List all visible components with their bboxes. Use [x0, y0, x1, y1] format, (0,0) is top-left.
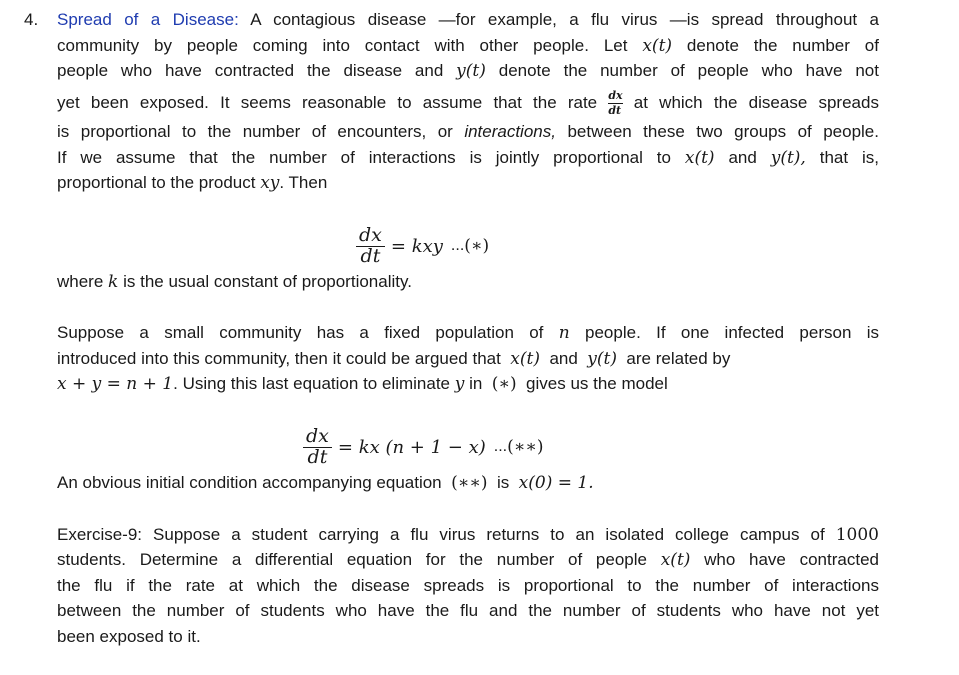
exercise-line-1: Exercise-9: Suppose a student carrying a flu virus returns to an isolated college campus of 1000: [57, 525, 879, 545]
exercise-line-2: students. Determine a differential equation for the number of people x(t) who have contracted: [57, 550, 879, 570]
exercise-line-5: been exposed to it.: [57, 627, 201, 646]
para2-line-2: introduced into this community, then it could be argued that x(t) and y(t) are related by: [57, 349, 731, 369]
initial-condition-line: An obvious initial condition accompanying equation (∗∗) is x(0) = 1.: [57, 473, 594, 493]
rate-fraction: $\frac{dx}{dt}$: [608, 89, 623, 118]
equation-2: $\frac{dx}{dt}$ = kx (n + 1 − x) ... (∗∗): [303, 422, 544, 472]
para2-line-3: x + y = n + 1. Using this last equation to eliminate y in (∗) gives us the model: [57, 374, 668, 394]
problem-line-1: Spread of a Disease: A contagious disease —for example, a flu virus —is spread throughout a: [57, 10, 879, 29]
eq1-fraction: $\frac{dx}{dt}$: [356, 226, 385, 267]
para2-line-1: Suppose a small community has a fixed population of n people. If one infected person is: [57, 323, 879, 343]
eq2-fraction: $\frac{dx}{dt}$: [303, 427, 332, 468]
problem-line-6: If we assume that the number of interactions is jointly proportional to x(t) and y(t), that is,: [57, 148, 879, 168]
problem-line-5: is proportional to the number of encounters, or interactions, between these two groups of people.: [57, 122, 879, 141]
problem-line-7: proportional to the product xy. Then: [57, 173, 328, 193]
where-line: where k is the usual constant of proportionality.: [57, 272, 412, 292]
exercise-line-4: between the number of students who have the flu and the number of students who have not yet: [57, 601, 879, 620]
problem-line-2: community by people coming into contact with other people. Let x(t) denote the number of: [57, 36, 879, 56]
problem-title: Spread of a Disease:: [57, 10, 239, 29]
problem-line-3: people who have contracted the disease and y(t) denote the number of people who have not: [57, 61, 879, 81]
exercise-line-3: the flu if the rate at which the disease spreads is proportional to the number of interactions: [57, 576, 879, 595]
problem-number: 4.: [24, 10, 39, 29]
equation-1: $\frac{dx}{dt}$ = kxy ... (∗): [356, 221, 489, 271]
problem-line-4: yet been exposed. It seems reasonable to assume that the rate $\frac{dx}{dt}$ at which the disease spreads: [57, 89, 879, 118]
